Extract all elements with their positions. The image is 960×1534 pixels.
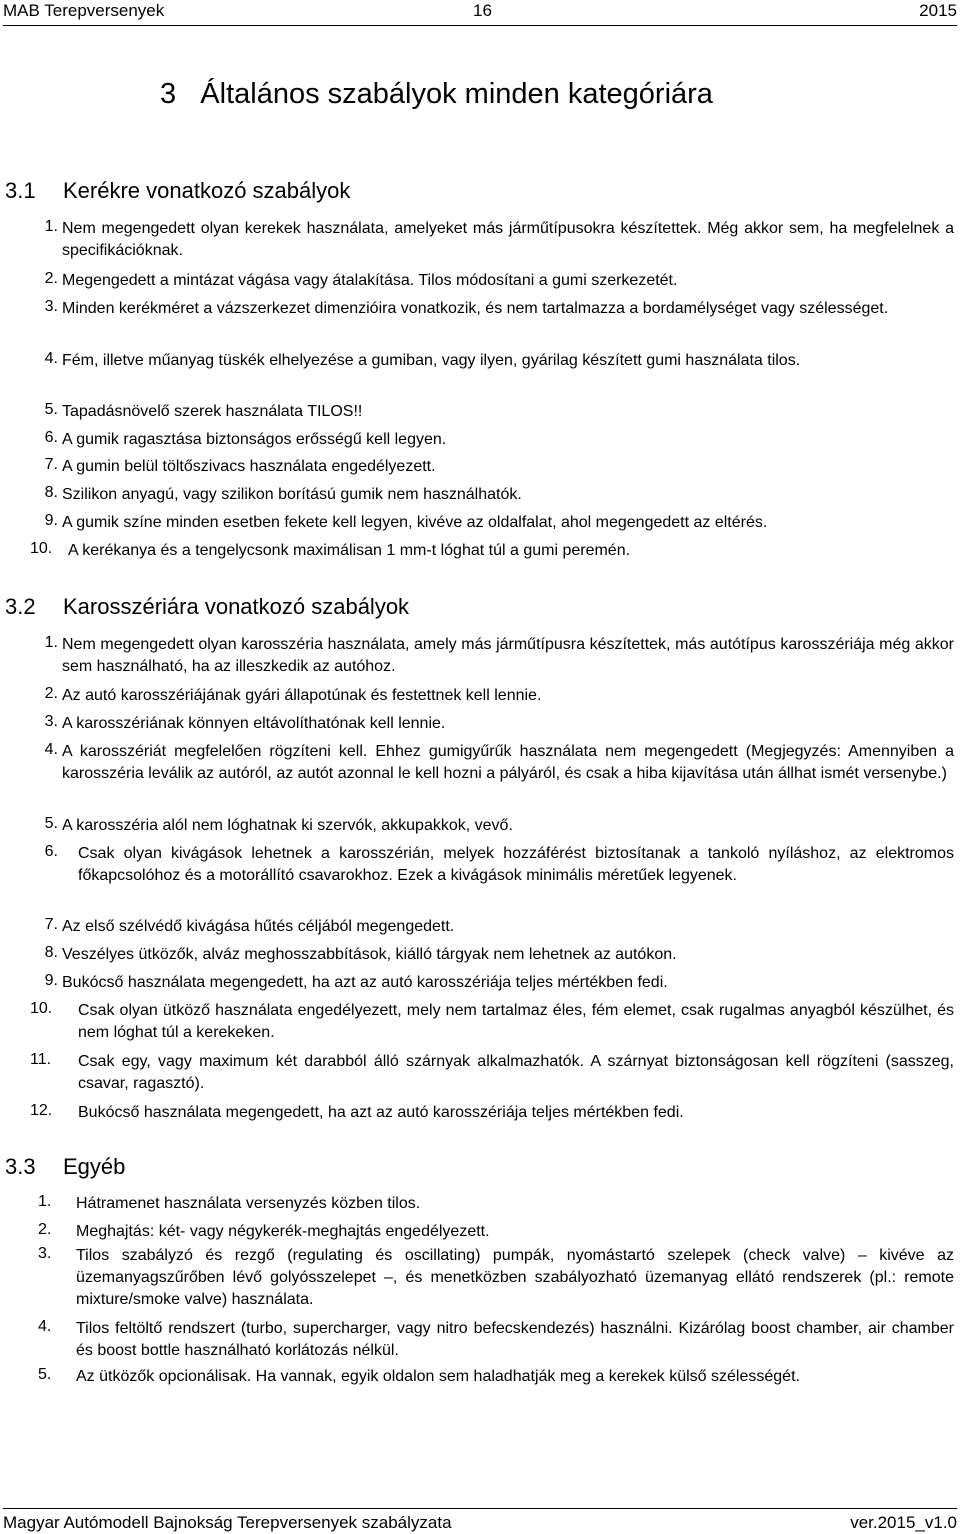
section-title: Karosszériára vonatkozó szabályok [63, 594, 410, 619]
item-text: Tilos szabályzó és rezgő (regulating és oscillating) pumpák, nyomástartó szelepek (check valve) – kivéve az üzemanyagszűrőben lévő golyósszelepet –, és menetközben szabályozható üzemanyag ellátó rendszerek (pl.: remote mixture/smoke valve) használata. [76, 1247, 954, 1308]
item-text: Megengedett a mintázat vágása vagy átalakítása. Tilos módosítani a gumi szerkezetét. [62, 272, 678, 289]
item-text: Az autó karosszériájának gyári állapotúnak és festettnek kell lennie. [62, 687, 542, 704]
item-text: Szilikon anyagú, vagy szilikon borítású gumik nem használhatók. [62, 486, 522, 503]
item-text: Minden kerékméret a vázszerkezet dimenzióira vonatkozik, és nem tartalmazza a bordamélységet vagy szélességet. [62, 300, 889, 317]
header-year: 2015 [919, 1, 957, 20]
item-number: 8. [44, 944, 58, 961]
item-number: 3. [44, 298, 58, 315]
item-number: 8. [44, 484, 58, 501]
item-number: 7. [44, 916, 58, 933]
section-heading-3-3 [5, 1154, 125, 1180]
item-text: Bukócső használata megengedett, ha azt az autó karosszériája teljes mértékben fedi. [62, 974, 668, 991]
item-text: Csak olyan kivágások lehetnek a karosszérián, melyek hozzáférést biztosítanak a tankoló nyíláshoz, az elektromos főkapcsolóhoz és a motorállító csavarokhoz. Ezek a kivágások minimális méretűek legyenek. [78, 845, 954, 884]
item-text: Csak olyan ütköző használata engedélyezett, mely nem tartalmaz éles, fém elemet, csak rugalmas anyagból készülhet, és nem lóghat túl a kerekeken. [78, 1002, 954, 1041]
item-number: 1. [44, 634, 58, 651]
item-number: 4. [44, 350, 58, 367]
item-number: 5. [44, 401, 58, 418]
item-number: 6. [44, 429, 58, 446]
item-number: 12. [30, 1102, 53, 1119]
item-text: A karosszériát megfelelően rögzíteni kell. Ehhez gumigyűrűk használata nem megengedett (Megjegyzés: Amennyiben a karosszéria leválik az autóról, az autót azonnal le kell hozni a pályáról, és csak a hiba kijavítása után állhat ismét versenybe.) [62, 743, 954, 782]
item-number: 10. [30, 540, 53, 557]
item-number: 4. [38, 1318, 52, 1335]
item-number: 3. [38, 1245, 52, 1262]
item-text: A karosszéria alól nem lóghatnak ki szervók, akkupakkok, vevő. [62, 817, 513, 834]
item-number: 7. [44, 456, 58, 473]
item-text: Meghajtás: két- vagy négykerék-meghajtás engedélyezett. [76, 1223, 490, 1240]
page-number: 16 [473, 1, 492, 20]
section-number: 3.3 [5, 1154, 36, 1179]
item-text: Fém, illetve műanyag tüskék elhelyezése a gumiban, vagy ilyen, gyárilag készített gumi használata tilos. [62, 352, 801, 369]
item-number: 2. [44, 685, 58, 702]
item-number: 11. [30, 1051, 52, 1068]
item-text: Az első szélvédő kivágása hűtés céljából megengedett. [62, 918, 455, 935]
item-number: 1. [44, 218, 58, 235]
section-title: Egyéb [63, 1154, 126, 1179]
item-number: 9. [44, 512, 58, 529]
item-text: Tilos feltöltő rendszert (turbo, supercharger, vagy nitro befecskendezés) használni. Kizárólag boost chamber, air chamber és boost bottle használható korlátozás nélkül. [76, 1320, 954, 1359]
item-text: Veszélyes ütközők, alváz meghosszabbítások, kiálló tárgyak nem lehetnek az autókon. [62, 946, 677, 963]
page-footer [3, 1508, 957, 1533]
item-text: Csak egy, vagy maximum két darabból álló szárnyak alkalmazhatók. A szárnyat biztonságosan kell rögzíteni (sasszeg, csavar, ragasztó). [78, 1053, 954, 1092]
item-text: A gumik színe minden esetben fekete kell legyen, kivéve az oldalfalat, ahol megengedett az eltérés. [62, 514, 768, 531]
page-header [3, 1, 957, 26]
item-text: A kerékanya és a tengelycsonk maximálisan 1 mm-t lóghat túl a gumi peremén. [68, 542, 631, 559]
item-number: 2. [44, 270, 58, 287]
footer-title: Magyar Autómodell Bajnokság Terepversenyek szabályzata [3, 1513, 452, 1532]
section-heading-3-1 [5, 178, 350, 204]
item-number: 9. [44, 972, 58, 989]
item-number: 10. [30, 1000, 53, 1017]
item-text: A gumik ragasztása biztonságos erősségű kell legyen. [62, 431, 447, 448]
item-text: Tapadásnövelő szerek használata TILOS!! [62, 403, 363, 420]
item-number: 5. [38, 1366, 52, 1383]
item-text: Bukócső használata megengedett, ha azt az autó karosszériája teljes mértékben fedi. [78, 1104, 684, 1121]
item-number: 1. [38, 1193, 52, 1210]
section-number: 3.1 [5, 178, 36, 203]
section-heading-3-2 [5, 594, 409, 620]
item-text: A gumin belül töltőszivacs használata engedélyezett. [62, 458, 436, 475]
item-text: Hátramenet használata versenyzés közben tilos. [76, 1195, 421, 1212]
item-number: 2. [38, 1221, 52, 1238]
section-title: Kerékre vonatkozó szabályok [63, 178, 351, 203]
item-text: Az ütközők opcionálisak. Ha vannak, egyik oldalon sem haladhatják meg a kerekek külső szélességét. [76, 1368, 800, 1385]
section-number: 3.2 [5, 594, 36, 619]
item-number: 6. [44, 843, 58, 860]
item-text: Nem megengedett olyan kerekek használata, amelyeket más járműtípusokra készítettek. Még akkor sem, ha megfelelnek a specifikációknak. [62, 220, 954, 259]
item-number: 3. [44, 713, 58, 730]
item-number: 5. [44, 815, 58, 832]
item-text: Nem megengedett olyan karosszéria használata, amely más járműtípusra készítettek, más autótípus karosszériája még akkor sem használható, ha az illeszkedik az autóhoz. [62, 636, 954, 675]
chapter-title: 3 Általános szabályok minden kategóriára [160, 78, 713, 110]
footer-version: ver.2015_v1.0 [850, 1513, 957, 1532]
header-title: MAB Terepversenyek [3, 1, 165, 20]
item-text: A karosszériának könnyen eltávolíthatónak kell lennie. [62, 715, 446, 732]
item-number: 4. [44, 741, 58, 758]
